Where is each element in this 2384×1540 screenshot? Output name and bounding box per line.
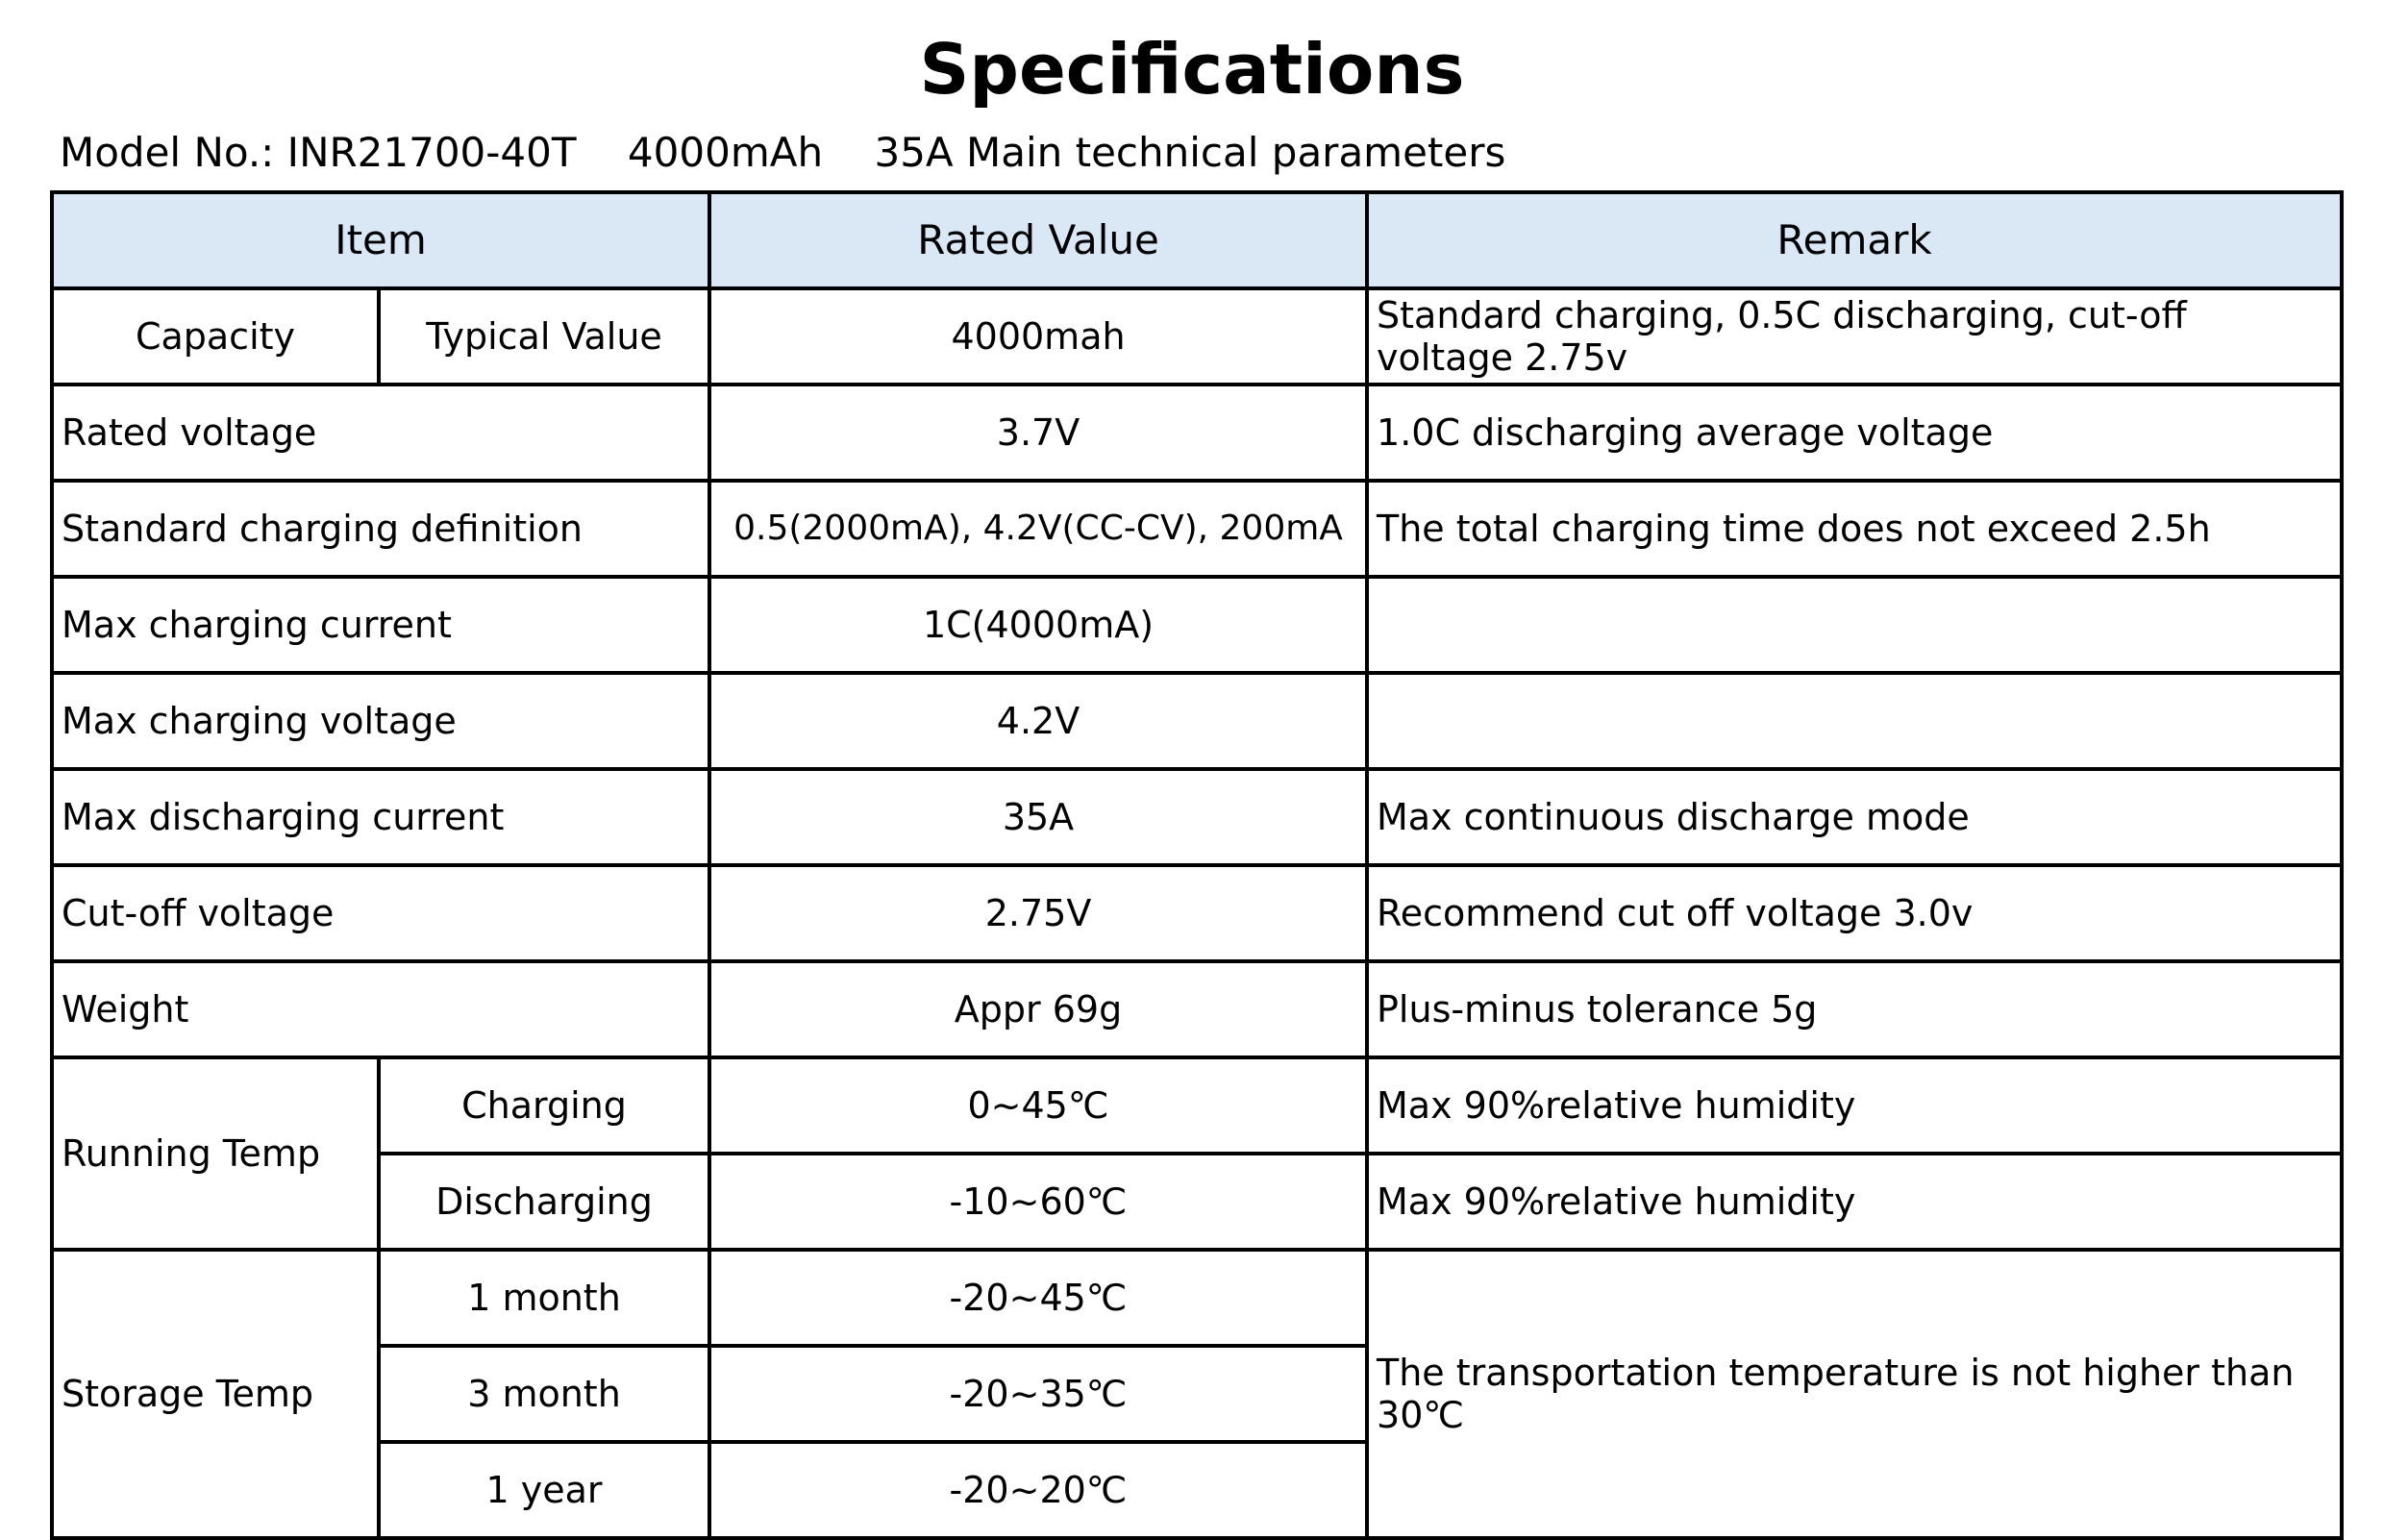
page-title: Specifications: [919, 29, 1465, 110]
item-sub-label: 3 month: [379, 1346, 709, 1442]
rated-value: 4.2V: [709, 673, 1367, 769]
table-row: [52, 1057, 2342, 1154]
item-label: Max discharging current: [52, 769, 709, 865]
item-label: Storage Temp: [52, 1250, 379, 1538]
table-row: [52, 865, 2342, 961]
table-row: [52, 481, 2342, 577]
remark: The total charging time does not exceed 2.5h: [1367, 481, 2342, 577]
rated-value: -10~60℃: [709, 1154, 1367, 1250]
item-sub-label: 1 year: [379, 1442, 709, 1538]
rated-value: -20~45℃: [709, 1250, 1367, 1346]
header-row: [52, 192, 2342, 288]
remark: Plus-minus tolerance 5g: [1367, 961, 2342, 1057]
item-label: Max charging voltage: [52, 673, 709, 769]
spec-table: [50, 190, 2344, 1540]
rated-value: 35A: [709, 769, 1367, 865]
item-label: Standard charging definition: [52, 481, 709, 577]
table-row: [52, 288, 2342, 385]
table-row: [52, 577, 2342, 673]
table-row: [52, 1250, 2342, 1346]
item-label: Max charging current: [52, 577, 709, 673]
remark: [1367, 673, 2342, 769]
item-sub-label: Typical Value: [379, 288, 709, 385]
header-remark: Remark: [1367, 192, 2342, 288]
table-row: [52, 673, 2342, 769]
rated-value: -20~35℃: [709, 1346, 1367, 1442]
table-row: [52, 1154, 2342, 1250]
rated-value: 3.7V: [709, 385, 1367, 481]
rated-value: 0.5(2000mA), 4.2V(CC-CV), 200mA: [709, 481, 1367, 577]
table-row: [52, 961, 2342, 1057]
table-row: [52, 769, 2342, 865]
rated-value: -20~20℃: [709, 1442, 1367, 1538]
rated-value: Appr 69g: [709, 961, 1367, 1057]
remark: Standard charging, 0.5C discharging, cut-off voltage 2.75v: [1367, 288, 2342, 385]
model-subtitle: Model No.: INR21700-40T 4000mAh 35A Main technical parameters: [60, 129, 1506, 176]
item-label: Weight: [52, 961, 709, 1057]
remark: 1.0C discharging average voltage: [1367, 385, 2342, 481]
rated-value: 1C(4000mA): [709, 577, 1367, 673]
item-label: Cut-off voltage: [52, 865, 709, 961]
item-sub-label: Charging: [379, 1057, 709, 1154]
item-sub-label: Discharging: [379, 1154, 709, 1250]
item-label: Running Temp: [52, 1057, 379, 1250]
rated-value: 4000mah: [709, 288, 1367, 385]
rated-value: 0~45℃: [709, 1057, 1367, 1154]
remark: [1367, 577, 2342, 673]
remark: Max 90%relative humidity: [1367, 1057, 2342, 1154]
item-label: Rated voltage: [52, 385, 709, 481]
rated-value: 2.75V: [709, 865, 1367, 961]
item-sub-label: 1 month: [379, 1250, 709, 1346]
header-rated-value: Rated Value: [709, 192, 1367, 288]
remark: Max 90%relative humidity: [1367, 1154, 2342, 1250]
header-item: Item: [52, 192, 709, 288]
remark: The transportation temperature is not higher than 30℃: [1367, 1250, 2342, 1538]
remark: Max continuous discharge mode: [1367, 769, 2342, 865]
table-row: [52, 385, 2342, 481]
remark: Recommend cut off voltage 3.0v: [1367, 865, 2342, 961]
item-label: Capacity: [52, 288, 379, 385]
